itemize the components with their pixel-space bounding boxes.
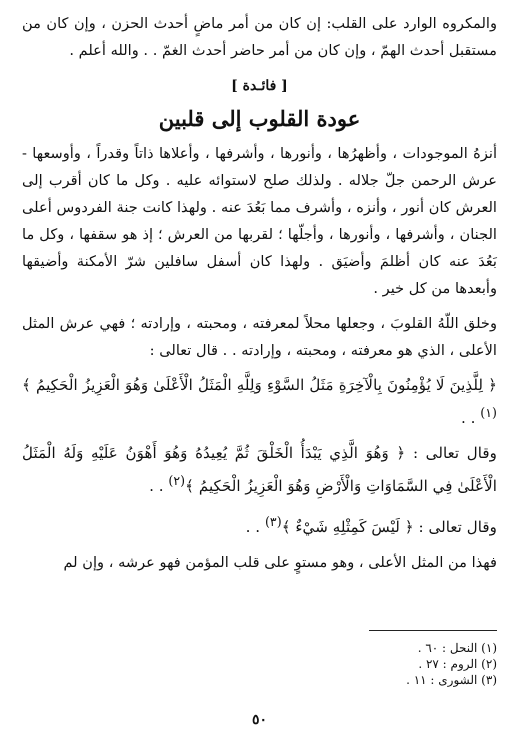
intro-paragraph: والمكروه الوارد على القلب: إن كان من أمر ماضٍ أحدث الحزن ، وإن كان من مستقبل أحدث الهمّ ، وإن كان من أمر حاضر أحدث الغمّ . . والله أعلم .	[22, 15, 497, 59]
section-heading: عودة القلوب إلى قلبين	[158, 106, 361, 131]
footnote-ref-3: (٣)	[264, 514, 282, 530]
footnote-ref-1: (١)	[480, 405, 497, 420]
verse-2-text: ﴿ وَهُوَ الَّذِي يَبْدَأُ الْخَلْقَ ثُمَّ يُعِيدُهُ وَهُوَ أَهْوَنُ عَلَيْهِ وَلَهُ الْمَثَلُ الْأَعْلَىٰ فِي السَّمَاوَاتِ وَالْأَرْضِ وَهُوَ الْعَزِيزُ الْحَكِيمُ ﴾	[22, 444, 497, 496]
verse-2-tail: . .	[149, 477, 169, 496]
footnote-3: (٣) الشورى : ١١ .	[406, 673, 497, 687]
page-body	[22, 10, 497, 576]
footnote-ref-2: (٢)	[168, 473, 186, 489]
paragraph-5: فهذا من المثل الأعلى ، وهو مستوٍ على قلب المؤمن فهو عرشه ، وإن لم	[63, 554, 497, 572]
footnote-divider	[369, 630, 497, 631]
verse-3-intro: وقال تعالى :	[418, 518, 497, 537]
footnotes	[406, 640, 497, 688]
verse-2	[22, 440, 497, 500]
verse-1	[22, 372, 497, 432]
paragraph-1: أنزهُ الموجودات ، وأظهرُها ، وأنورها ، وأشرفها ، وأعلاها ذاتاً وقدراً ، وأوسعها - عرش الرحمن جلّ جلاله . ولذلك صلح لاستوائه عليه . وكل ما كان أقرب إلى العرش كان أنور ، وأنزه ، وأشرف مما بَعُدَ عنه . ولهذا كانت جنة الفردوس أعلى الجنان ، وأشرفها ، وأنورها ، وأجلّها ؛ لقربها من العرش ؛ إذ هو سقفها ، وكل ما بَعُدَ عنه كان أظلمَ وأضيَق . ولهذا كان أسفل سافلين شرّ الأمكنة وأضيقها وأبعدها من كل خير .	[22, 145, 497, 297]
verse-1-tail: . .	[460, 409, 481, 428]
verse-3-tail: . .	[245, 518, 265, 537]
paragraph-2: وخلق اللّهُ القلوبَ ، وجعلها محلاً لمعرفته ، ومحبته ، وإرادته ؛ فهي عرش المثل الأعلى ، الذي هو معرفته ، ومحبته ، وإرادته . . قال تعالى :	[22, 315, 497, 359]
footnote-2: (٢) الروم : ٢٧ .	[418, 657, 497, 671]
footnote-1: (١) النحل : ٦٠ .	[417, 641, 497, 655]
page-number: ٥٠	[251, 712, 268, 728]
verse-1-text: ﴿ لِلَّذِينَ لَا يُؤْمِنُونَ بِالْآخِرَةِ مَثَلُ السَّوْءِ وَلِلَّهِ الْمَثَلُ الْأَعْلَىٰ وَهُوَ الْعَزِيزُ الْحَكِيمُ ﴾	[22, 376, 497, 394]
verse-2-intro: وقال تعالى :	[412, 444, 498, 463]
verse-3	[22, 508, 497, 541]
note-title: [ فائـدة ]	[231, 78, 288, 94]
verse-3-text: ﴿ لَيْسَ كَمِثْلِهِ شَيْءٌ ﴾	[281, 518, 414, 537]
